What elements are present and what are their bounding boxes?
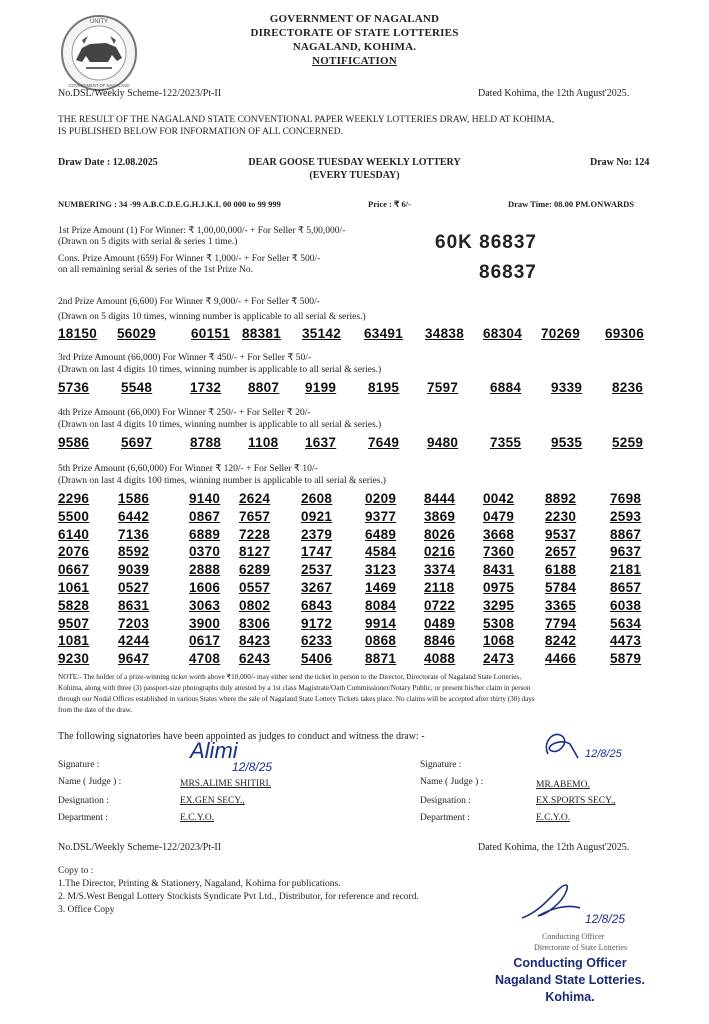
copy-to-item: 2. M/S.West Bengal Lottery Stockists Syndicate Pvt Ltd., Distributor, for reference and record.: [58, 892, 419, 902]
fifth-prize-number: 7136: [118, 526, 150, 542]
third-prize-row: [58, 380, 662, 397]
fifth-prize-number: 0557: [239, 580, 271, 595]
fifth-prize-number: 7657: [239, 508, 271, 524]
first-prize-winning-number: 60K 86837: [435, 232, 537, 253]
fourth-prize-number: 9480: [427, 435, 459, 450]
fifth-prize-row: [58, 544, 662, 561]
claims-note-line: NOTE:- The holder of a prize-winning ticket worth above ₹10,000/- may either send the ticket in person to the Director, Directorate of Nagaland State Lotteries,: [58, 673, 521, 681]
second-prize-number: 88381: [242, 326, 282, 341]
seal-top-text: UNITY: [90, 19, 108, 25]
fifth-prize-number: 0489: [424, 615, 456, 631]
fifth-prize-number: 2230: [545, 508, 577, 524]
fifth-prize-number: 2657: [545, 544, 577, 560]
fifth-prize-number: 9647: [118, 651, 150, 667]
cons-prize-note: on all remaining serial & series of the 1st Prize No.: [58, 265, 253, 275]
header-directorate: DIRECTORATE OF STATE LOTTERIES: [250, 27, 459, 39]
judge1-designation-label: Designation :: [58, 796, 109, 806]
fifth-prize-row: [58, 562, 662, 579]
cons-prize-amount: Cons. Prize Amount (659) For Winner ₹ 1,000/- + For Seller ₹ 500/-: [58, 254, 321, 264]
fifth-prize-number: 3374: [424, 562, 456, 578]
judge1-designation: EX.GEN SECY.,: [180, 796, 245, 806]
third-prize-number: 8195: [368, 380, 400, 395]
officer-signature-date: 12/8/25: [585, 912, 626, 926]
fifth-prize-number: 7360: [483, 544, 515, 560]
second-prize-number: 35142: [302, 326, 342, 341]
fifth-prize-number: 2181: [610, 562, 642, 578]
judge1-name-label: Name ( Judge ) :: [58, 777, 122, 787]
fifth-prize-number: 0722: [424, 597, 456, 613]
second-prize-number: 60151: [191, 326, 231, 341]
third-prize-number: 8807: [248, 380, 280, 395]
fifth-prize-number: 1081: [58, 633, 90, 649]
fifth-prize-row: [58, 633, 662, 650]
fifth-prize-number: 2537: [301, 562, 333, 578]
fifth-prize-number: 8431: [483, 562, 515, 578]
fifth-prize-number: 6233: [301, 633, 333, 649]
fifth-prize-number: 0667: [58, 562, 90, 578]
second-prize-amount: 2nd Prize Amount (6,600) For Winner ₹ 9,000/- + For Seller ₹ 500/-: [58, 297, 320, 307]
fifth-prize-number: 4244: [118, 633, 150, 649]
fifth-prize-number: 8892: [545, 491, 577, 506]
fifth-prize-number: 0802: [239, 597, 271, 613]
fifth-prize-number: 0042: [483, 491, 515, 506]
judge2-signature-label: Signature :: [420, 760, 462, 770]
fifth-prize-number: 9172: [301, 615, 333, 631]
fifth-prize-number: 3267: [301, 580, 333, 595]
second-prize-number: 70269: [541, 326, 581, 341]
fifth-prize-number: 2608: [301, 491, 333, 506]
intro-line-2: IS PUBLISHED BELOW FOR INFORMATION OF ALL CONCERNED.: [58, 127, 344, 137]
fifth-prize-number: 0479: [483, 508, 515, 524]
fifth-prize-number: 3365: [545, 597, 577, 613]
draw-number: Draw No: 124: [590, 157, 650, 168]
fifth-prize-number: 9507: [58, 615, 90, 631]
third-prize-number: 5736: [58, 380, 90, 395]
third-prize-number: 8236: [612, 380, 644, 395]
claims-note-line: Kohima, along with three (3) passport-size photographs duly attested by a 1st class Magistrate/Oath Commissioner/Notary Public, or present his/her claim in person: [58, 684, 531, 692]
third-prize-number: 9199: [305, 380, 337, 395]
fifth-prize-number: 1747: [301, 544, 333, 560]
second-prize-number: 63491: [364, 326, 404, 341]
judge1-signature-date: 12/8/25: [232, 760, 273, 774]
second-prize-number: 34838: [425, 326, 465, 341]
fifth-prize-number: 8657: [610, 580, 642, 595]
judge2-name: MR.ABEMO.: [536, 780, 590, 790]
header-government: GOVERNMENT OF NAGALAND: [269, 13, 440, 25]
numbering-range: NUMBERING : 34 -99 A.B.C.D.E.G.H.J.K.L 00 000 to 99 999: [58, 199, 281, 209]
reference-date: Dated Kohima, the 12th August'2025.: [478, 88, 630, 99]
fifth-prize-number: 8867: [610, 526, 642, 542]
lottery-frequency: (EVERY TUESDAY): [309, 170, 400, 181]
claims-note-line: through our Nodal Offices established in various States where the sale of Nagaland State Lottery Tickets takes place. No claims will be accepted after thirty (30) days: [58, 695, 535, 703]
fifth-prize-number: 0216: [424, 544, 456, 560]
fifth-prize-number: 6843: [301, 597, 333, 613]
fifth-prize-number: 6140: [58, 526, 90, 542]
fourth-prize-number: 9586: [58, 435, 90, 450]
second-prize-number: 56029: [117, 326, 157, 341]
fifth-prize-number: 8631: [118, 597, 150, 613]
draw-time: Draw Time: 08.00 PM.ONWARDS: [508, 199, 634, 209]
second-prize-number: 69306: [605, 326, 645, 341]
fifth-prize-number: 6289: [239, 562, 271, 578]
fifth-prize-number: 9637: [610, 544, 642, 560]
third-prize-number: 9339: [551, 380, 583, 395]
fourth-prize-number: 1108: [248, 435, 279, 450]
fifth-prize-number: 8242: [545, 633, 577, 649]
fifth-prize-number: 0527: [118, 580, 150, 595]
fifth-prize-number: 8444: [424, 491, 456, 506]
fifth-prize-number: 4466: [545, 651, 577, 667]
fifth-prize-number: 3063: [189, 597, 221, 613]
copy-to-item: 1.The Director, Printing & Stationery, Nagaland, Kohima for publications.: [58, 879, 341, 889]
judge1-signature-label: Signature :: [58, 760, 100, 770]
fifth-prize-number: 2888: [189, 562, 221, 578]
copy-to-item: 3. Office Copy: [58, 905, 115, 915]
fifth-prize-number: 8026: [424, 526, 456, 542]
first-prize-note: (Drawn on 5 digits with serial & series 1 time.): [58, 237, 238, 247]
fifth-prize-number: 7794: [545, 615, 577, 631]
third-prize-number: 6884: [490, 380, 522, 395]
officer-stamp-title: Conducting Officer: [513, 956, 627, 970]
fourth-prize-note: (Drawn on last 4 digits 10 times, winning number is applicable to all serial & series.): [58, 420, 382, 430]
fifth-prize-number: 3123: [365, 562, 397, 578]
third-prize-note: (Drawn on last 4 digits 10 times, winning number is applicable to all serial & series.): [58, 365, 382, 375]
officer-print-title: Conducting Officer: [542, 932, 605, 941]
fifth-prize-number: 8871: [365, 651, 397, 667]
fifth-prize-row: [58, 491, 662, 508]
second-prize-number: 68304: [483, 326, 523, 341]
fifth-prize-number: 8592: [118, 544, 150, 560]
judge2-department-label: Department :: [420, 813, 470, 823]
fifth-prize-number: 4473: [610, 633, 642, 649]
fifth-prize-number: 8846: [424, 633, 456, 649]
fifth-prize-number: 2624: [239, 491, 271, 506]
fifth-prize-number: 7698: [610, 491, 642, 506]
fifth-prize-row: [58, 527, 662, 544]
fifth-prize-number: 2593: [610, 508, 642, 524]
judge1-department: E.C.Y.O.: [180, 813, 215, 823]
fifth-prize-row: [58, 616, 662, 633]
officer-stamp-location: Kohima.: [545, 990, 595, 1004]
fifth-prize-note: (Drawn on last 4 digits 100 times, winning number is applicable to all serial & series.): [58, 476, 386, 486]
fifth-prize-amount: 5th Prize Amount (6,60,000) For Winner ₹ 120/- + For Seller ₹ 10/-: [58, 464, 318, 474]
third-prize-number: 1732: [190, 380, 222, 395]
fifth-prize-number: 9914: [365, 615, 397, 631]
fourth-prize-amount: 4th Prize Amount (66,000) For Winner ₹ 250/- + For Seller ₹ 20/-: [58, 408, 311, 418]
fifth-prize-number: 0867: [189, 508, 221, 524]
fourth-prize-number: 8788: [190, 435, 222, 450]
fourth-prize-number: 5697: [121, 435, 153, 450]
fifth-prize-number: 4708: [189, 651, 221, 667]
judge1-department-label: Department :: [58, 813, 108, 823]
fifth-prize-number: 8306: [239, 615, 271, 631]
fifth-prize-number: 5784: [545, 580, 577, 595]
fifth-prize-number: 4584: [365, 544, 397, 560]
fifth-prize-number: 6489: [365, 526, 397, 542]
fourth-prize-row: [58, 435, 662, 452]
officer-print-dept: Directorate of State Lotteries: [534, 943, 628, 952]
fifth-prize-number: 9039: [118, 562, 150, 578]
cons-prize-number: 86837: [479, 262, 537, 283]
lottery-name: DEAR GOOSE TUESDAY WEEKLY LOTTERY: [248, 157, 461, 168]
claims-note: [58, 672, 658, 716]
judge1-name: MRS.ALIME SHITIRI.: [180, 779, 272, 789]
fourth-prize-number: 1637: [305, 435, 337, 450]
fifth-prize-row: [58, 598, 662, 615]
fifth-prize-number: 8084: [365, 597, 397, 613]
fifth-prize-number: 3900: [189, 615, 221, 631]
judge2-signature-date: 12/8/25: [585, 748, 622, 760]
fourth-prize-number: 7355: [490, 435, 522, 450]
fifth-prize-number: 6442: [118, 508, 150, 524]
fifth-prize-number: 2118: [424, 580, 455, 595]
fifth-prize-number: 8127: [239, 544, 271, 560]
fifth-prize-number: 9230: [58, 651, 90, 667]
fifth-prize-number: 5308: [483, 615, 515, 631]
fifth-prize-number: 1606: [189, 580, 221, 595]
fifth-prize-number: 5828: [58, 597, 90, 613]
fifth-prize-number: 0868: [365, 633, 397, 649]
fifth-prize-number: 2379: [301, 526, 333, 542]
seal-bottom-text: GOVERNMENT OF NAGALAND: [68, 83, 130, 88]
intro-line-1: THE RESULT OF THE NAGALAND STATE CONVENTIONAL PAPER WEEKLY LOTTERIES DRAW, HELD AT KOHIMA,: [58, 115, 555, 125]
second-prize-number: 18150: [58, 326, 98, 341]
fifth-prize-number: 7228: [239, 526, 271, 542]
fifth-prize-number: 0617: [189, 633, 221, 649]
government-seal-logo: [60, 14, 138, 92]
fifth-prize-row: [58, 580, 662, 597]
fifth-prize-number: 2076: [58, 544, 90, 560]
fifth-prize-number: 1586: [118, 491, 150, 506]
fifth-prize-number: 6038: [610, 597, 642, 613]
judges-intro: The following signatories have been appointed as judges to conduct and witness the draw: -: [58, 731, 425, 742]
fifth-prize-number: 0975: [483, 580, 515, 595]
fifth-prize-number: 7203: [118, 615, 150, 631]
fifth-prize-number: 6889: [189, 526, 221, 542]
fifth-prize-number: 4088: [424, 651, 456, 667]
third-prize-number: 7597: [427, 380, 459, 395]
claims-note-line: from the date of the draw.: [58, 706, 133, 714]
draw-date: Draw Date : 12.08.2025: [58, 157, 158, 168]
fifth-prize-number: 0370: [189, 544, 221, 560]
judge2-department: E.C.Y.O.: [536, 813, 571, 823]
judge2-name-label: Name ( Judge ) :: [420, 777, 484, 787]
fifth-prize-number: 5500: [58, 508, 90, 524]
copy-to-title: Copy to :: [58, 866, 94, 876]
fifth-prize-row: [58, 509, 662, 526]
judge2-signature: [540, 728, 584, 764]
third-prize-amount: 3rd Prize Amount (66,000) For Winner ₹ 450/- + For Seller ₹ 50/-: [58, 353, 312, 363]
fifth-prize-number: 0921: [301, 508, 333, 524]
fifth-prize-number: 5634: [610, 615, 642, 631]
judge2-designation-label: Designation :: [420, 796, 471, 806]
fifth-prize-number: 3668: [483, 526, 515, 542]
fifth-prize-number: 5879: [610, 651, 642, 667]
fifth-prize-number: 1469: [365, 580, 397, 595]
fifth-prize-number: 6188: [545, 562, 577, 578]
officer-stamp-org: Nagaland State Lotteries.: [494, 973, 646, 987]
fourth-prize-number: 7649: [368, 435, 400, 450]
fifth-prize-number: 9140: [189, 491, 221, 506]
fifth-prize-number: 5406: [301, 651, 333, 667]
fourth-prize-number: 5259: [612, 435, 644, 450]
fifth-prize-number: 1068: [483, 633, 515, 649]
fifth-prize-number: 6243: [239, 651, 271, 667]
fifth-prize-number: 3869: [424, 508, 456, 524]
first-prize-amount: 1st Prize Amount (1) For Winner: ₹ 1,00,00,000/- + For Seller ₹ 5,00,000/-: [58, 226, 346, 236]
third-prize-number: 5548: [121, 380, 153, 395]
officer-signature: [518, 878, 584, 928]
judge1-signature: Alimi: [190, 738, 238, 763]
fifth-prize-number: 9377: [365, 508, 397, 524]
reference-number: No.DSL/Weekly Scheme-122/2023/Pt-II: [58, 88, 222, 99]
fifth-prize-number: 9537: [545, 526, 577, 542]
ticket-price: Price : ₹ 6/-: [368, 199, 411, 209]
second-prize-row: [58, 326, 662, 343]
fifth-prize-number: 1061: [58, 580, 90, 595]
fifth-prize-number: 2473: [483, 651, 515, 667]
judge2-designation: EX.SPORTS SECY.,: [536, 796, 616, 806]
fifth-prize-number: 0209: [365, 491, 397, 506]
fourth-prize-number: 9535: [551, 435, 583, 450]
fifth-prize-row: [58, 651, 662, 668]
header-notification: NOTIFICATION: [312, 55, 397, 67]
footer-reference-number: No.DSL/Weekly Scheme-122/2023/Pt-II: [58, 842, 222, 853]
fifth-prize-number: 2296: [58, 491, 90, 506]
second-prize-note: (Drawn on 5 digits 10 times, winning number is applicable to all serial & series.): [58, 312, 366, 322]
header-location: NAGALAND, KOHIMA.: [292, 41, 417, 53]
footer-reference-date: Dated Kohima, the 12th August'2025.: [478, 842, 630, 853]
fifth-prize-number: 8423: [239, 633, 271, 649]
fifth-prize-number: 3295: [483, 597, 515, 613]
